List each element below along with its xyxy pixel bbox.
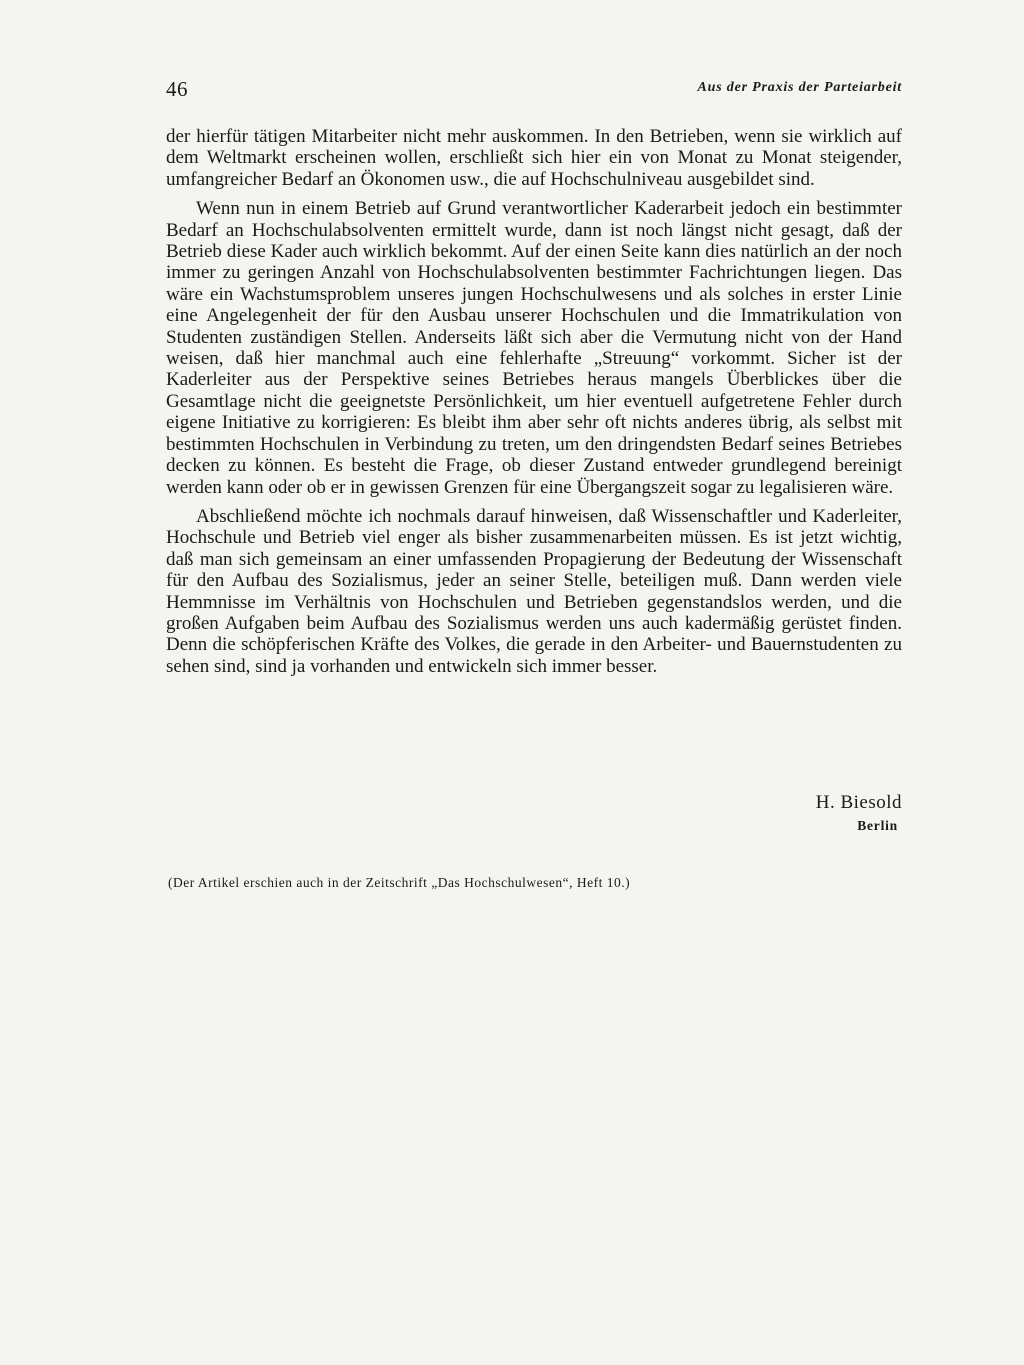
paragraph-2: Wenn nun in einem Betrieb auf Grund verantwortlicher Kaderarbeit jedoch ein bestimmter Bedarf an Hochschulabsolventen ermittelt wurde, dann ist noch längst nicht gesagt, daß der Betrieb diese Kader auch wirklich bekommt. Auf der einen Seite kann dies natürlich an der noch immer zu geringen Anzahl von Hochschulabsolventen bestimmter Fachrichtungen liegen. Das wäre ein Wachstumsproblem unseres jungen Hochschulwesens und als solches in erster Linie eine Angelegenheit der für den Ausbau unserer Hochschulen und die Immatrikulation von Studenten zuständigen Stellen. Anderseits läßt sich aber die Vermutung nicht von der Hand weisen, daß hier manchmal auch eine fehlerhafte „Streuung“ vorkommt. Sicher ist der Kaderleiter aus der Perspektive seines Betriebes heraus mangels Überblickes über die Gesamtlage nicht die geeignetste Persönlichkeit, um hier eventuell aufgetretene Fehler durch eigene Initiative zu korrigieren: Es bleibt ihm aber sehr oft nichts anderes übrig, als selbst mit bestimmten Hochschulen in Verbindung zu treten, um den dringendsten Bedarf seines Betriebes decken zu können. Es besteht die Frage, ob dieser Zustand entweder grundlegend bereinigt werden kann oder ob er in gewissen Grenzen für eine Übergangszeit sogar zu legalisieren wäre.	[166, 198, 902, 498]
paragraph-1: der hierfür tätigen Mitarbeiter nicht mehr auskommen. In den Betrieben, wenn sie wirklich auf dem Weltmarkt erscheinen wollen, erschließt sich hier ein von Monat zu Monat steigender, umfangreicher Bedarf an Ökonomen usw., die auf Hochschulniveau ausgebildet sind.	[166, 126, 902, 190]
paragraph-3: Abschließend möchte ich nochmals darauf hinweisen, daß Wissenschaftler und Kaderleiter, Hochschule und Betrieb viel enger als bisher zusammenarbeiten müssen. Es ist jetzt wichtig, daß man sich gemeinsam an einer umfassenden Propagierung der Bedeutung der Wissenschaft für den Aufbau des Sozialismus, jeder an seiner Stelle, beteiligen muß. Dann werden viele Hemmnisse im Verhältnis von Hochschulen und Betrieben gegenstandslos werden, und die großen Aufgaben beim Aufbau des Sozialismus werden uns auch kadermäßig gerüstet finden. Denn die schöpferischen Kräfte des Volkes, die gerade in den Arbeiter- und Bauernstudenten zu sehen sind, sind ja vorhanden und entwickeln sich immer besser.	[166, 505, 902, 677]
author-signature: H. Biesold	[815, 792, 902, 813]
footnote: (Der Artikel erschien auch in der Zeitschrift „Das Hochschulwesen“, Heft 10.)	[168, 875, 631, 890]
article-body	[166, 126, 902, 677]
running-head: Aus der Praxis der Parteiarbeit	[697, 80, 902, 95]
page-number: 46	[166, 77, 188, 101]
author-location: Berlin	[857, 818, 898, 833]
